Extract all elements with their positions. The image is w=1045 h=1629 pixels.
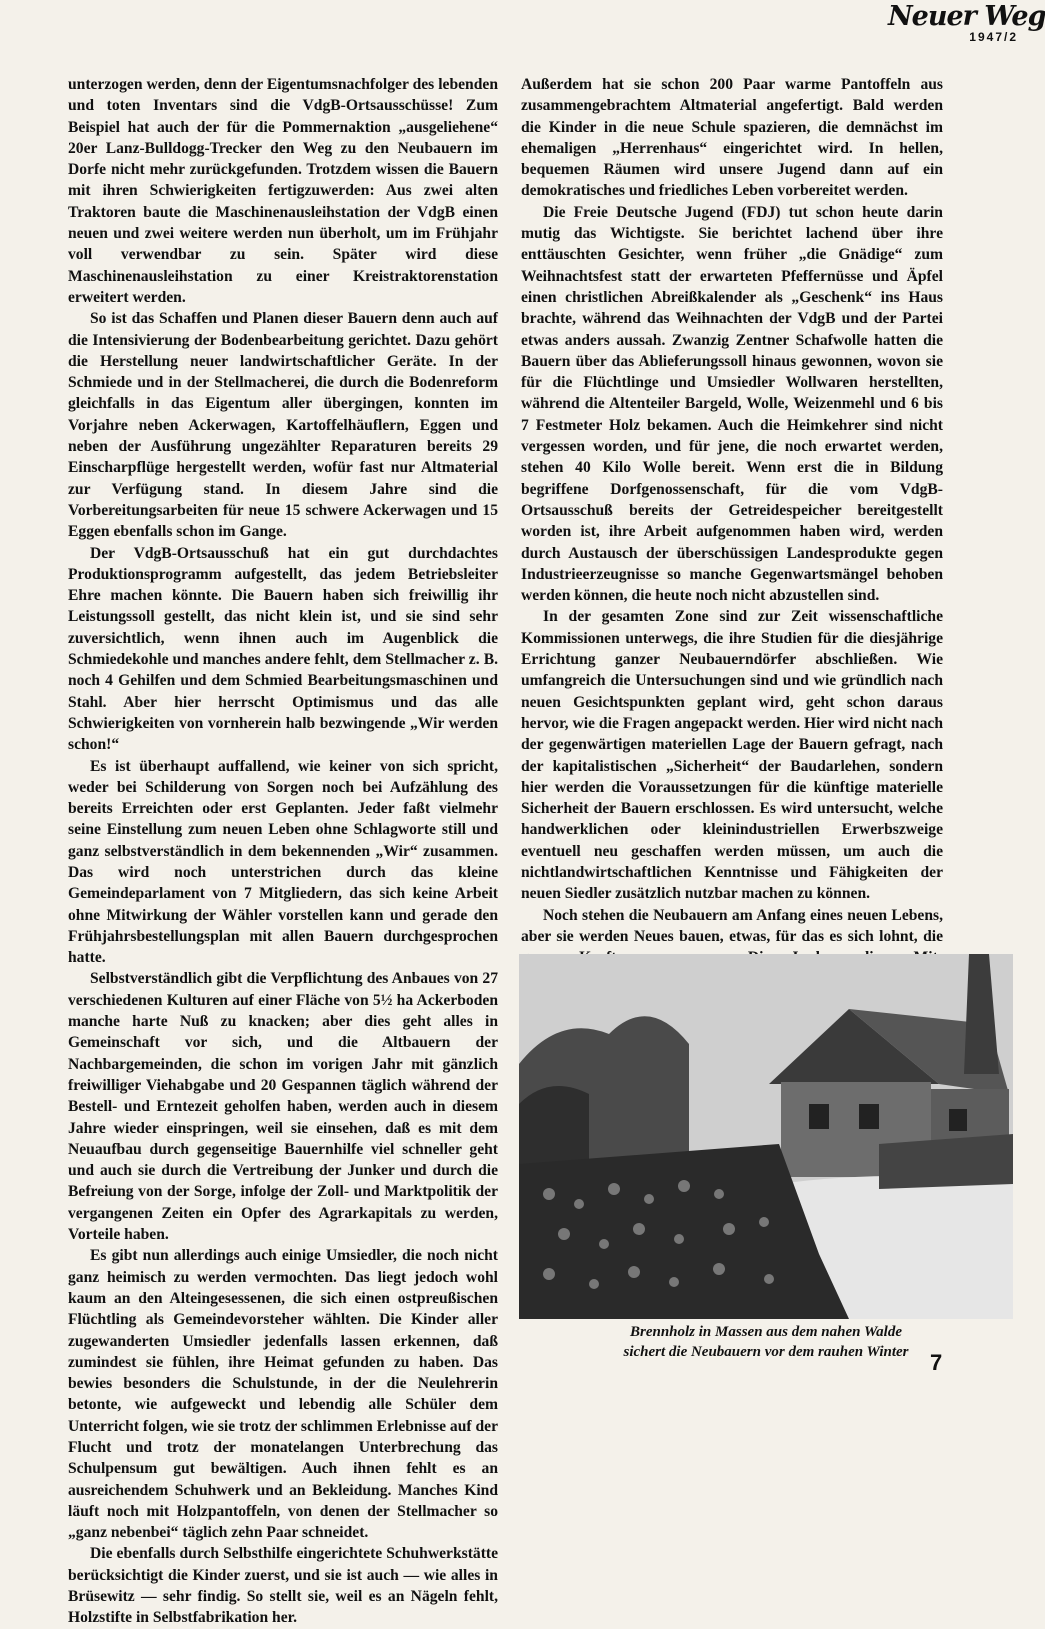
caption-line: Brennholz in Massen aus dem nahen Walde [629,1324,903,1340]
page-number: 7 [930,1350,943,1375]
magazine-title: Neuer Weg [888,1,1045,32]
masthead [888,1,1045,44]
paragraph: Außerdem hat sie schon 200 Paar warme Pantoffeln aus zusammengebrachtem Altmaterial angefertigt. Bald werden die Kinder in die neue Schule spazieren, die demnächst im ehemaligen „Herrenhaus“ eingerichtet wird. In hellen, bequemen Räumen wird unsere Jugend dann auf ein demokratisches und friedliches Leben vorbereitet werden. [521,76,943,200]
photo-firewood-farmhouse [519,954,1013,1319]
paragraph: Die ebenfalls durch Selbsthilfe eingerichtete Schuhwerkstätte berücksichtigt die Kinder zuerst, und sie ist auch — wie alles in Brüsewitz — sehr findig. So stellt sie, weil es an Nägeln fehlt, Holzstifte in Selbstfabrikation her. [68,1545,498,1627]
paragraph: Es ist überhaupt auffallend, wie keiner von sich spricht, weder bei Schilderung von Sorgen noch bei Aufzählung des bereits Erreichten oder erst Geplanten. Jeder faßt vielmehr seine Einstellung zum neuen Leben ohne Schlagworte still und ganz selbstverständlich in dem bekennenden „Wir“ zusammen. Das wird noch unterstrichen durch das kleine Gemeindeparlament von 7 Mitgliedern, das sich keine Arbeit ohne Mitwirkung der Wähler vorstellen kann und gerade den Frühjahrsbestellungsplan mit allen Bauern durchgesprochen hatte. [68,757,498,967]
article-column-left [68,74,498,1629]
paragraph: So ist das Schaffen und Planen dieser Bauern denn auch auf die Intensivierung der Bodenbearbeitung gerichtet. Dazu gehört die Herstellung neuer landwirtschaftlicher Geräte. In der Schmiede und in der Stellmacherei, die durch die Bodenreform gleichfalls in das Eigentum aller übergingen, konnten im Vorjahre neben Ackerwagen, Kartoffelhäuflern, Eggen und neben der Ausführung ungezählter Reparaturen bereits 29 Einscharpflüge hergestellt werden, wofür fast nur Altmaterial zur Verfügung stand. In diesem Jahre sind die Vorbereitungsarbeiten für neue 15 schwere Ackerwagen und 15 Eggen ebenfalls schon im Gange. [68,310,498,541]
paragraph: Es gibt nun allerdings auch einige Umsiedler, die noch nicht ganz heimisch zu werden vermochten. Das liegt jedoch wohl kaum an den Alteingesessenen, die sich einen ostpreußischen Flüchtling als Gemeindevorsteher wählten. Die Kinder aller zugewanderten Umsiedler jedenfalls lassen erkennen, daß zumindest sie fühlen, ihre Heimat gefunden zu haben. Das bewies besonders die Schulstunde, in der die Neulehrerin betonte, wie aufgeweckt und lebendig alle Schüler dem Unterricht folgen, wie sie trotz der schlimmen Erlebnisse auf der Flucht und trotz der monatelangen Unterbrechung das Schulpensum gut bewältigen. Auch ihnen fehlt es an ausreichendem Schuhwerk und an Bekleidung. Manches Kind läuft noch mit Holzpantoffeln, von denen der Stellmacher so „ganz nebenbei“ täglich zehn Paar schneidet. [68,1247,498,1542]
paragraph: Der VdgB-Ortsausschuß hat ein gut durchdachtes Produktionsprogramm aufgestellt, das jedem Betriebsleiter Ehre machen könnte. Die Bauern haben sich freiwillig ihr Leistungssoll gestellt, das nicht klein ist, und sie sind sehr zuversichtlich, wenn ihnen auch im Augenblick die Schmiedekohle und manches andere fehlt, dem Stellmacher z. B. noch 4 Gehilfen und dem Schmied Bearbeitungsmaschinen und Stahl. Aber hier herrscht Optimismus und das alle Schwierigkeiten von vornherein halb bezwingende „Wir werden schon!“ [68,544,498,754]
issue-number: 1947/2 [969,30,1018,44]
paragraph: Noch stehen die Neubauern am Anfang eines neuen Lebens, aber sie werden Neues bauen, etwas, für das es sich lohnt, die [521,906,943,945]
paragraph: In der gesamten Zone sind zur Zeit wissenschaftliche Kommissionen unterwegs, die ihre Studien für die diesjährige Errichtung ganzer Neubauerndörfer abschließen. Wie umfangreich die Untersuchungen sind und wie gründlich nach neuen Gesichtspunkten geplant wird, geht schon daraus hervor, wie die Fragen angepackt werden. Hier wird nicht nach der gegenwärtigen materiellen Lage der Bauern gefragt, nach der kapitalistischen „Sicherheit“ der Baudarlehen, sondern hier werden die Voraussetzungen für die künftige materielle Sicherheit der Bauern erschlossen. Es wird untersucht, welche handwerklichen oder kleinindustriellen Erwerbszweige eventuell neu geschaffen werden müssen, um auch die nichtlandwirtschaftlichen Kenntnisse und Fähigkeiten der neuen Siedler zusätzlich nutzbar machen zu können. [521,608,943,903]
paragraph: Die Freie Deutsche Jugend (FDJ) tut schon heute darin mutig das Wichtigste. Sie berichtet lachend über ihre enttäuschten Gesichter, wenn früher „die Gnädige“ zum Weihnachtsfest statt der erwarteten Pfeffernüsse und Äpfel einen christlichen Abreißkalender als „Geschenk“ ins Haus brachte, während das Weihnachten der VdgB und der Partei etwas anders aussah. Zwanzig Zentner Schafwolle hatten die Bauern über das Ablieferungssoll hinaus gewonnen, wovon sie für die Flüchtlinge und Umsiedler Wollwaren herstellten, während die Altenteiler Bargeld, Wolle, Weizenmehl und 6 bis 7 Festmeter Holz bekamen. Auch die Heimkehrer sind nicht vergessen worden, und für jene, die noch erwartet werden, stehen 40 Kilo Wolle bereit. Wenn erst die in Bildung begriffene Dorfgenossenschaft, für die vom VdgB-Ortsausschuß bereits der Getreidespeicher bereitgestellt worden ist, ihre Arbeit aufgenommen haben wird, werden durch Austausch der überschüssigen Landesprodukte gegen Industrieerzeugnisse so manche Gegenwartsmängel behoben werden können, die heute noch nicht abzustellen sind. [521,203,943,605]
paragraph: unterzogen werden, denn der Eigentumsnachfolger des lebenden und toten Inventars sind die VdgB-Ortsausschüsse! Zum Beispiel hat auch der für die Pommernaktion „ausgeliehene“ 20er Lanz-Bulldogg-Trecker den Weg zu den Neubauern im Dorfe nicht mehr zurückgefunden. Trotzdem wissen die Bauern mit ihren Schwierigkeiten fertigzuwerden: Aus zwei alten Traktoren baute die Maschinenausleihstation der VdgB einen neuen und zwei weitere werden nun überholt, um im Frühjahr voll verwendbar zu sein. Später wird diese Maschinenausleihstation zu einer Kreistraktorenstation erweitert werden. [68,76,498,306]
paragraph: Selbstverständlich gibt die Verpflichtung des Anbaues von 27 verschiedenen Kulturen auf einer Fläche von 5½ ha Ackerboden manche harte Nuß zu knacken; aber dies geht alles in Gemeinschaft vor sich, und die Altbauern der Nachbargemeinden, die schon im vorigen Jahr mit gänzlich freiwilliger Viehabgabe und 20 Gespannen täglich während der Bestell- und Erntezeit geholfen haben, werden auch in diesem Jahre wieder einspringen, weil sie einsehen, daß es mit dem Neuaufbau durch gegenseitige Bauernhilfe viel schneller geht und auch sie durch die Vertreibung der Junker und durch die Befreiung von der Sorge, infolge der Zoll- und Marktpolitik der vergangenen Zeiten ein Opfer des Agrarkapitals zu werden, Vorteile haben. [68,970,498,1244]
caption-line: sichert die Neubauern vor dem rauhen Winter [623,1344,909,1360]
photo-illustration [519,954,1013,1319]
article-column-right [521,74,943,1096]
